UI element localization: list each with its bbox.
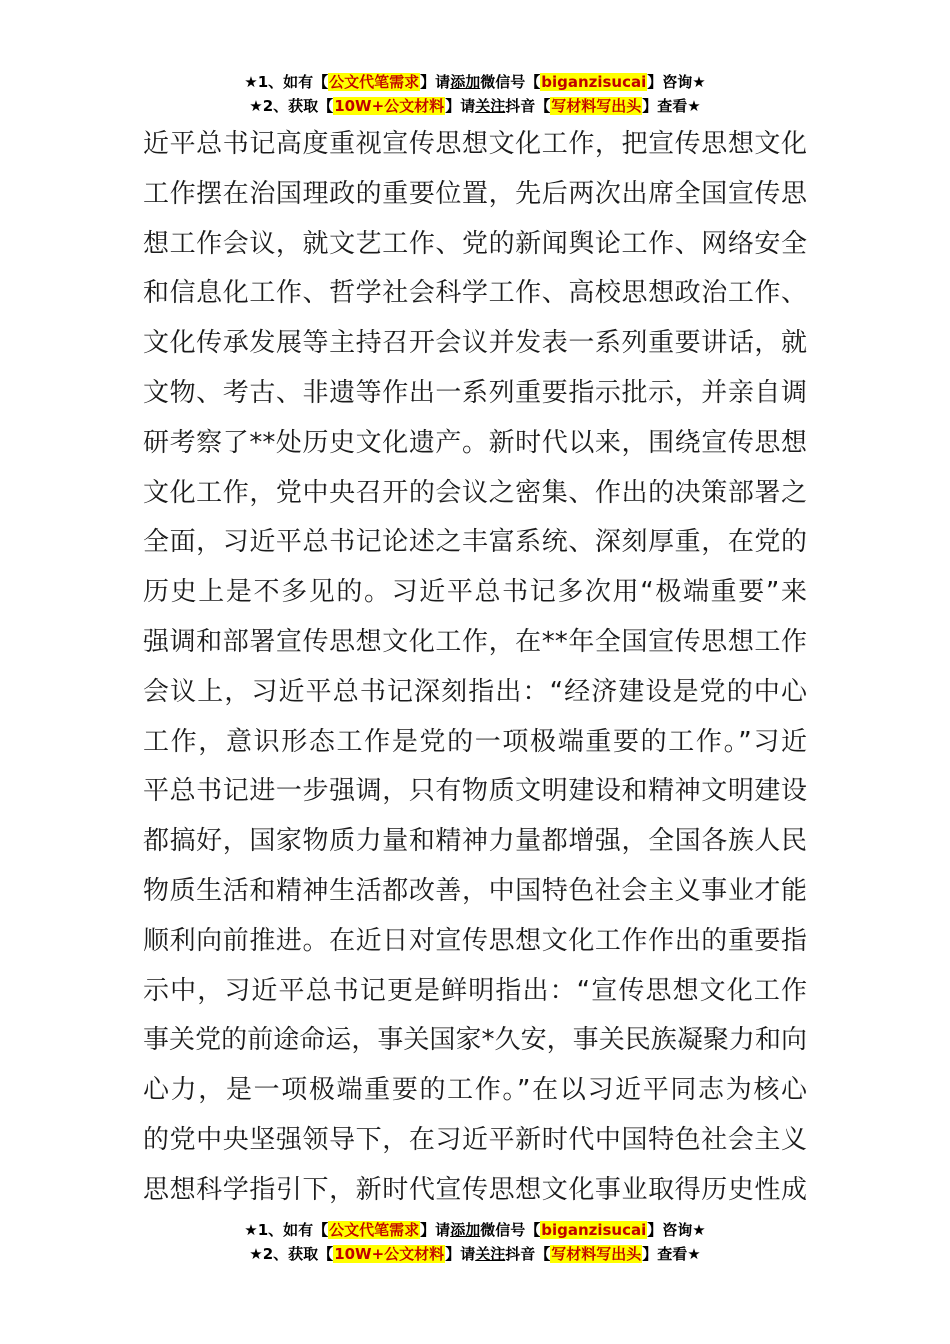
body-line: 工作，意识形态工作是党的一项极端重要的工作。”习近 bbox=[143, 726, 807, 757]
banner-text: 微信号【 bbox=[480, 1221, 541, 1239]
banner-text: 】请 bbox=[445, 97, 476, 115]
highlight-text: 10W+公文材料 bbox=[334, 97, 445, 115]
banner-text: ★1、如有【 bbox=[244, 1221, 329, 1239]
banner-text: 】请 bbox=[420, 73, 451, 91]
body-line: 会议上，习近平总书记深刻指出：“经济建设是党的中心 bbox=[143, 676, 807, 707]
banner-text: 】请 bbox=[445, 1245, 476, 1263]
underlined-text: 关注 bbox=[475, 1245, 506, 1263]
body-line: 平总书记进一步强调，只有物质文明建设和精神文明建设 bbox=[143, 776, 807, 807]
banner-text: ★2、获取【 bbox=[249, 97, 334, 115]
wechat-id-highlight: biganzisucai bbox=[541, 73, 647, 91]
body-line: 物质生活和精神生活都改善，中国特色社会主义事业才能 bbox=[143, 875, 807, 906]
body-line: 文化传承发展等主持召开会议并发表一系列重要讲话，就 bbox=[143, 328, 807, 359]
body-line: 近平总书记高度重视宣传思想文化工作，把宣传思想文化 bbox=[143, 129, 807, 159]
body-line: 的党中央坚强领导下，在习近平新时代中国特色社会主义 bbox=[143, 1124, 807, 1155]
banner-line-1 bbox=[0, 70, 950, 94]
underlined-text: 添加 bbox=[450, 1221, 481, 1239]
banner-line-2 bbox=[0, 1242, 950, 1266]
body-line: 想工作会议，就文艺工作、党的新闻舆论工作、网络安全 bbox=[143, 228, 807, 259]
underlined-text: 添加 bbox=[450, 73, 481, 91]
body-line: 示中，习近平总书记更是鲜明指出：“宣传思想文化工作 bbox=[143, 975, 807, 1006]
highlight-text: 公文代笔需求 bbox=[329, 73, 420, 91]
banner-text: 】咨询★ bbox=[647, 1221, 706, 1239]
body-line: 思想科学指引下，新时代宣传思想文化事业取得历史性成 bbox=[143, 1174, 807, 1205]
banner-text: 】查看★ bbox=[642, 1245, 701, 1263]
banner-text: 抖音【 bbox=[505, 97, 551, 115]
banner-text: ★1、如有【 bbox=[244, 73, 329, 91]
body-line: 历史上是不多见的。习近平总书记多次用“极端重要”来 bbox=[143, 577, 807, 608]
body-line: 心力，是一项极端重要的工作。”在以习近平同志为核心 bbox=[143, 1075, 807, 1106]
douyin-id-highlight: 写材料写出头 bbox=[551, 97, 642, 115]
douyin-id-highlight: 写材料写出头 bbox=[551, 1245, 642, 1263]
banner-line-1 bbox=[0, 1218, 950, 1242]
banner-text: ★2、获取【 bbox=[249, 1245, 334, 1263]
body-line: 事关党的前途命运，事关国家*久安，事关民族凝聚力和向 bbox=[143, 1025, 807, 1056]
banner-line-2 bbox=[0, 94, 950, 118]
body-line: 强调和部署宣传思想文化工作，在**年全国宣传思想工作 bbox=[143, 626, 807, 657]
highlight-text: 10W+公文材料 bbox=[334, 1245, 445, 1263]
body-line: 文化工作，党中央召开的会议之密集、作出的决策部署之 bbox=[143, 477, 807, 508]
banner-text: 抖音【 bbox=[505, 1245, 551, 1263]
body-line: 都搞好，国家物质力量和精神力量都增强，全国各族人民 bbox=[143, 826, 807, 857]
document-body bbox=[143, 120, 807, 1216]
header-banner bbox=[0, 70, 950, 118]
footer-banner bbox=[0, 1218, 950, 1266]
body-line: 和信息化工作、哲学社会科学工作、高校思想政治工作、 bbox=[143, 278, 807, 309]
body-line: 研考察了**处历史文化遗产。新时代以来，围绕宣传思想 bbox=[143, 427, 807, 458]
body-line: 全面，习近平总书记论述之丰富系统、深刻厚重，在党的 bbox=[143, 527, 807, 558]
highlight-text: 公文代笔需求 bbox=[329, 1221, 420, 1239]
wechat-id-highlight: biganzisucai bbox=[541, 1221, 647, 1239]
body-line: 文物、考古、非遗等作出一系列重要指示批示，并亲自调 bbox=[143, 377, 807, 408]
banner-text: 】查看★ bbox=[642, 97, 701, 115]
banner-text: 】请 bbox=[420, 1221, 451, 1239]
body-line: 工作摆在治国理政的重要位置，先后两次出席全国宣传思 bbox=[143, 178, 807, 209]
body-line: 顺利向前推进。在近日对宣传思想文化工作作出的重要指 bbox=[143, 925, 807, 956]
underlined-text: 关注 bbox=[475, 97, 506, 115]
banner-text: 】咨询★ bbox=[647, 73, 706, 91]
banner-text: 微信号【 bbox=[480, 73, 541, 91]
